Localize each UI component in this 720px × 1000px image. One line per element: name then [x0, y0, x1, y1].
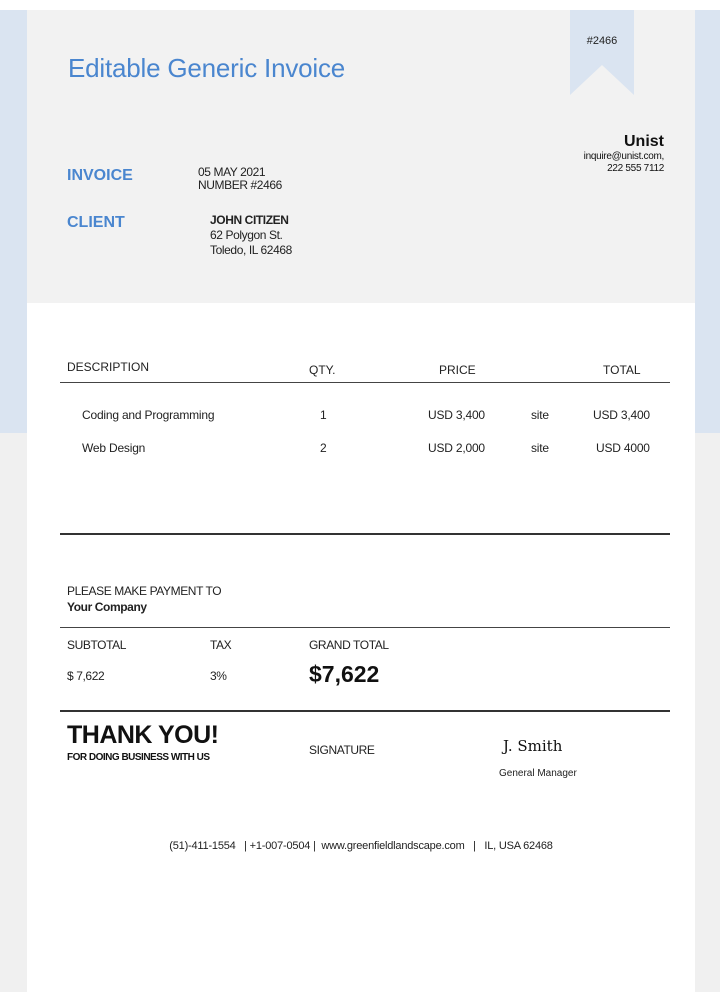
- column-header-total: TOTAL: [603, 363, 641, 377]
- row-qty: 1: [320, 408, 327, 422]
- client-details: [210, 213, 292, 258]
- invoice-number: NUMBER #2466: [198, 178, 282, 192]
- company-name: Unist: [624, 133, 664, 150]
- signer-role: General Manager: [499, 768, 577, 779]
- totals-divider: [60, 710, 670, 712]
- invoice-title: Editable Generic Invoice: [68, 53, 346, 83]
- grand-total-value: $7,622: [309, 661, 380, 687]
- column-header-qty: QTY.: [309, 363, 336, 377]
- invoice-number-ribbon: [570, 10, 634, 95]
- row-price: USD 3,400: [428, 408, 485, 422]
- ribbon-number: #2466: [586, 35, 618, 47]
- signature-label: SIGNATURE: [309, 743, 375, 757]
- client-address-line2: Toledo, IL 62468: [210, 243, 292, 257]
- thank-you-heading: THANK YOU!: [67, 721, 219, 749]
- row-price: USD 2,000: [428, 441, 485, 455]
- invoice-details: [198, 166, 282, 192]
- row-total: USD 4000: [596, 441, 650, 455]
- table-bottom-divider: [60, 533, 670, 535]
- tax-value: 3%: [210, 669, 227, 683]
- company-phone: 222 555 7112: [607, 163, 664, 174]
- invoice-label: INVOICE: [67, 167, 133, 184]
- company-email: inquire@unist.com,: [583, 151, 664, 162]
- client-label: CLIENT: [67, 214, 125, 231]
- column-header-description: DESCRIPTION: [67, 360, 150, 374]
- row-unit: site: [531, 441, 549, 455]
- tax-label: TAX: [210, 638, 232, 652]
- invoice-page: [27, 10, 695, 992]
- row-unit: site: [531, 408, 549, 422]
- table-header-divider: [60, 382, 670, 383]
- payment-label: PLEASE MAKE PAYMENT TO: [67, 584, 222, 598]
- invoice-header: [27, 10, 695, 303]
- column-header-price: PRICE: [439, 363, 476, 377]
- footer-contact: (51)-411-1554 | +1-007-0504 | www.greenfieldlandscape.com | IL, USA 62468: [169, 840, 553, 852]
- client-name: JOHN CITIZEN: [210, 213, 289, 227]
- client-address-line1: 62 Polygon St.: [210, 228, 283, 242]
- grand-total-label: GRAND TOTAL: [309, 638, 389, 652]
- signer-name: J. Smith: [503, 737, 563, 755]
- company-info: [584, 133, 664, 175]
- payment-divider: [60, 627, 670, 628]
- row-description: Coding and Programming: [82, 408, 215, 422]
- row-qty: 2: [320, 441, 327, 455]
- invoice-date: 05 MAY 2021: [198, 165, 266, 179]
- ribbon-bookmark-icon: [570, 10, 634, 95]
- row-description: Web Design: [82, 441, 146, 455]
- subtotal-label: SUBTOTAL: [67, 638, 127, 652]
- subtotal-value: $ 7,622: [67, 669, 105, 683]
- payment-company: Your Company: [67, 600, 147, 614]
- row-total: USD 3,400: [593, 408, 650, 422]
- thank-you-subtext: FOR DOING BUSINESS WITH US: [67, 752, 210, 763]
